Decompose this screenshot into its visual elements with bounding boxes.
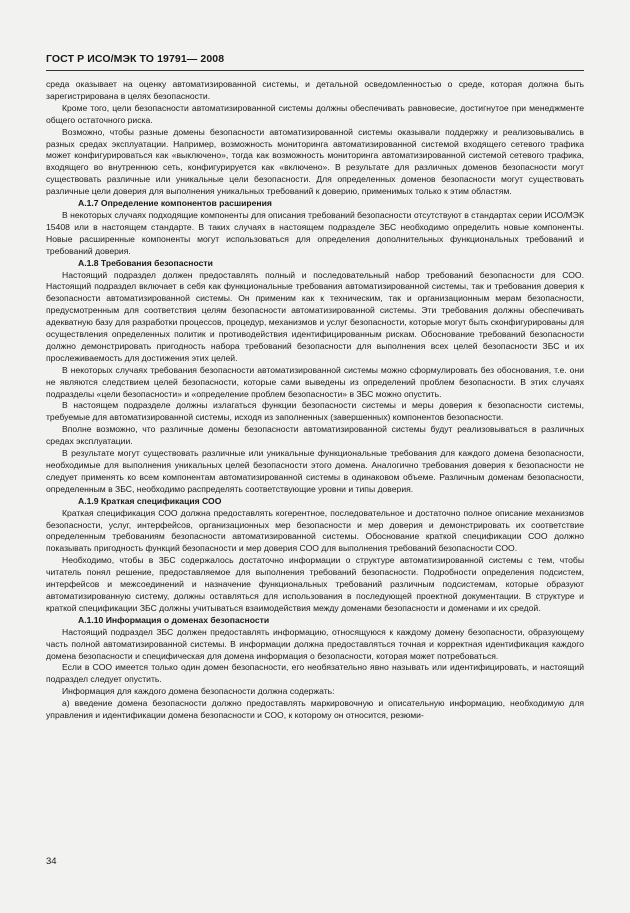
body-paragraph: Кроме того, цели безопасности автоматизированной системы должны обеспечивать равновесие, достигнутое при менеджменте общего остаточного риска. [46, 102, 584, 125]
body-paragraph: Краткая спецификация СОО должна предоставлять когерентное, последовательное и достаточно полное описание механизмов безопасности, услуг, интерфейсов, организационных мер безопасности и мер доверия и демонстрировать их соответствие определенным требованиям безопасности автоматизированной системы. Обоснование краткой спецификации СОО должно показывать пригодность функций безопасности и мер доверия СОО для выполнения требований безопасности СОО. [46, 507, 584, 554]
body-paragraph: а) введение домена безопасности должно предоставлять маркировочную и описательную информацию, необходимую для управления и идентификации домена безопасности и СОО, к которому он относится, резюми- [46, 698, 584, 721]
body-paragraph: В некоторых случаях требования безопасности автоматизированной системы можно сформулировать без обоснования, т.е. они не являются следствием целей безопасности, которые сами выведены из определений проблем безопасности. В этих случаях подразделы «цели безопасности» и «определение проблем безопасности» в ЗБС можно опустить. [46, 364, 584, 399]
section-heading: А.1.10 Информация о доменах безопасности [78, 614, 270, 625]
body-paragraph: Возможно, чтобы разные домены безопасности автоматизированной системы оказывали поддержку и реализовывались в разных средах эксплуатации. Например, возможность мониторинга автоматизированной системой входящего сетевого трафика может конфигурироваться как «выключено», тогда как возможность мониторинга автоматизированной системой сетевого трафика, входящего во внутреннюю сеть, конфигурируется как «включено». В результате для различных доменов безопасности могут существовать различные или уникальные цели безопасности. Для определенных доменов безопасности могут существовать различные цели доверия для выполнения уникальных требований к доверию, применимых только к этим областям. [46, 126, 584, 197]
section-heading: А.1.9 Краткая спецификация СОО [78, 495, 222, 506]
body-paragraph: Настоящий подраздел ЗБС должен предоставлять информацию, относящуюся к каждому домену безопасности, образующему часть полной автоматизированной системы. В информации должна предоставляться точная и корректная идентификация каждого домена безопасности и специфическая для домена информация о безопасности, которая может потребоваться. [46, 626, 584, 661]
document-body [46, 79, 584, 722]
body-paragraph: Настоящий подраздел должен предоставлять полный и последовательный набор требований безопасности для СОО. Настоящий подраздел включает в себя как функциональные требования автоматизированной системы, так и требования доверия к безопасности автоматизированной системы. Он применим как к техническим, так и организационным мерам безопасности, предусмотренным для соответствия целям безопасности автоматизированной системы. Эти требования должны обеспечивать адекватную базу для разработки процессов, процедур, механизмов и услуг безопасности, которые могут быть сконфигурированы для осуществления определенных политик и противодействия идентифицированным рискам. Обоснование требований безопасности должно демонстрировать пригодность набора требований безопасности для выполнения всех целей безопасности ЗБС и их прослеживаемость для достижения этих целей. [46, 269, 584, 363]
section-heading: А.1.7 Определение компонентов расширения [78, 198, 272, 209]
page-number: 34 [46, 856, 57, 867]
body-paragraph: Если в СОО имеется только один домен безопасности, его необязательно явно называть или идентифицировать, и настоящий подраздел следует опустить. [46, 662, 584, 685]
body-paragraph: Информация для каждого домена безопасности должна содержать: [62, 686, 335, 697]
body-paragraph: В настоящем подразделе должны излагаться функции безопасности системы и меры доверия к безопасности системы, требуемые для автоматизированной системы, исходя из заполненных (завершенных) компонентов безопасности. [46, 400, 584, 423]
body-paragraph: В некоторых случаях подходящие компоненты для описания требований безопасности отсутствуют в стандартах серии ИСО/МЭК 15408 или в настоящем стандарте. В таких случаях в настоящем подразделе ЗБС необходимо определить новые компоненты. Новые расширенные компоненты могут использоваться для определения дополнительных функциональных требований и требований доверия. [46, 209, 584, 256]
header-divider [46, 70, 584, 71]
section-heading: А.1.8 Требования безопасности [78, 257, 213, 268]
body-paragraph: В результате могут существовать различные или уникальные функциональные требования для каждого домена безопасности, необходимые для выполнения уникальных целей безопасности этого домена. Аналогично требования доверия к безопасности не следует применять ко всем компонентам автоматизированной системы в одинаковом объеме. Различным доменам безопасности, определенным в ЗБС, необходимо распределять соответствующие уровни и типы доверия. [46, 448, 584, 494]
body-paragraph: среда оказывает на оценку автоматизированной системы, и детальной осведомленностью о среде, которая должна быть зарегистрирована в целях безопасности. [46, 79, 584, 101]
body-paragraph: Вполне возможно, что различные домены безопасности автоматизированной системы будут реализовываться в различных средах эксплуатации. [46, 424, 584, 447]
document-header: ГОСТ Р ИСО/МЭК ТО 19791— 2008 [46, 53, 225, 65]
body-paragraph: Необходимо, чтобы в ЗБС содержалось достаточно информации о структуре автоматизированной системы с тем, чтобы читатель понял решение, предоставляемое для выполнения требований безопасности. Подробности определения подсистем, интерфейсов и межсоединений и назначение функциональных требований различным подсистемам, которые образуют автоматизированную систему, должны оставляться для использования в последующей проектной документации. В структуре и краткой спецификации ЗБС должны учитываться взаимодействия между доменами безопасности и доменами и их средой. [46, 555, 584, 613]
